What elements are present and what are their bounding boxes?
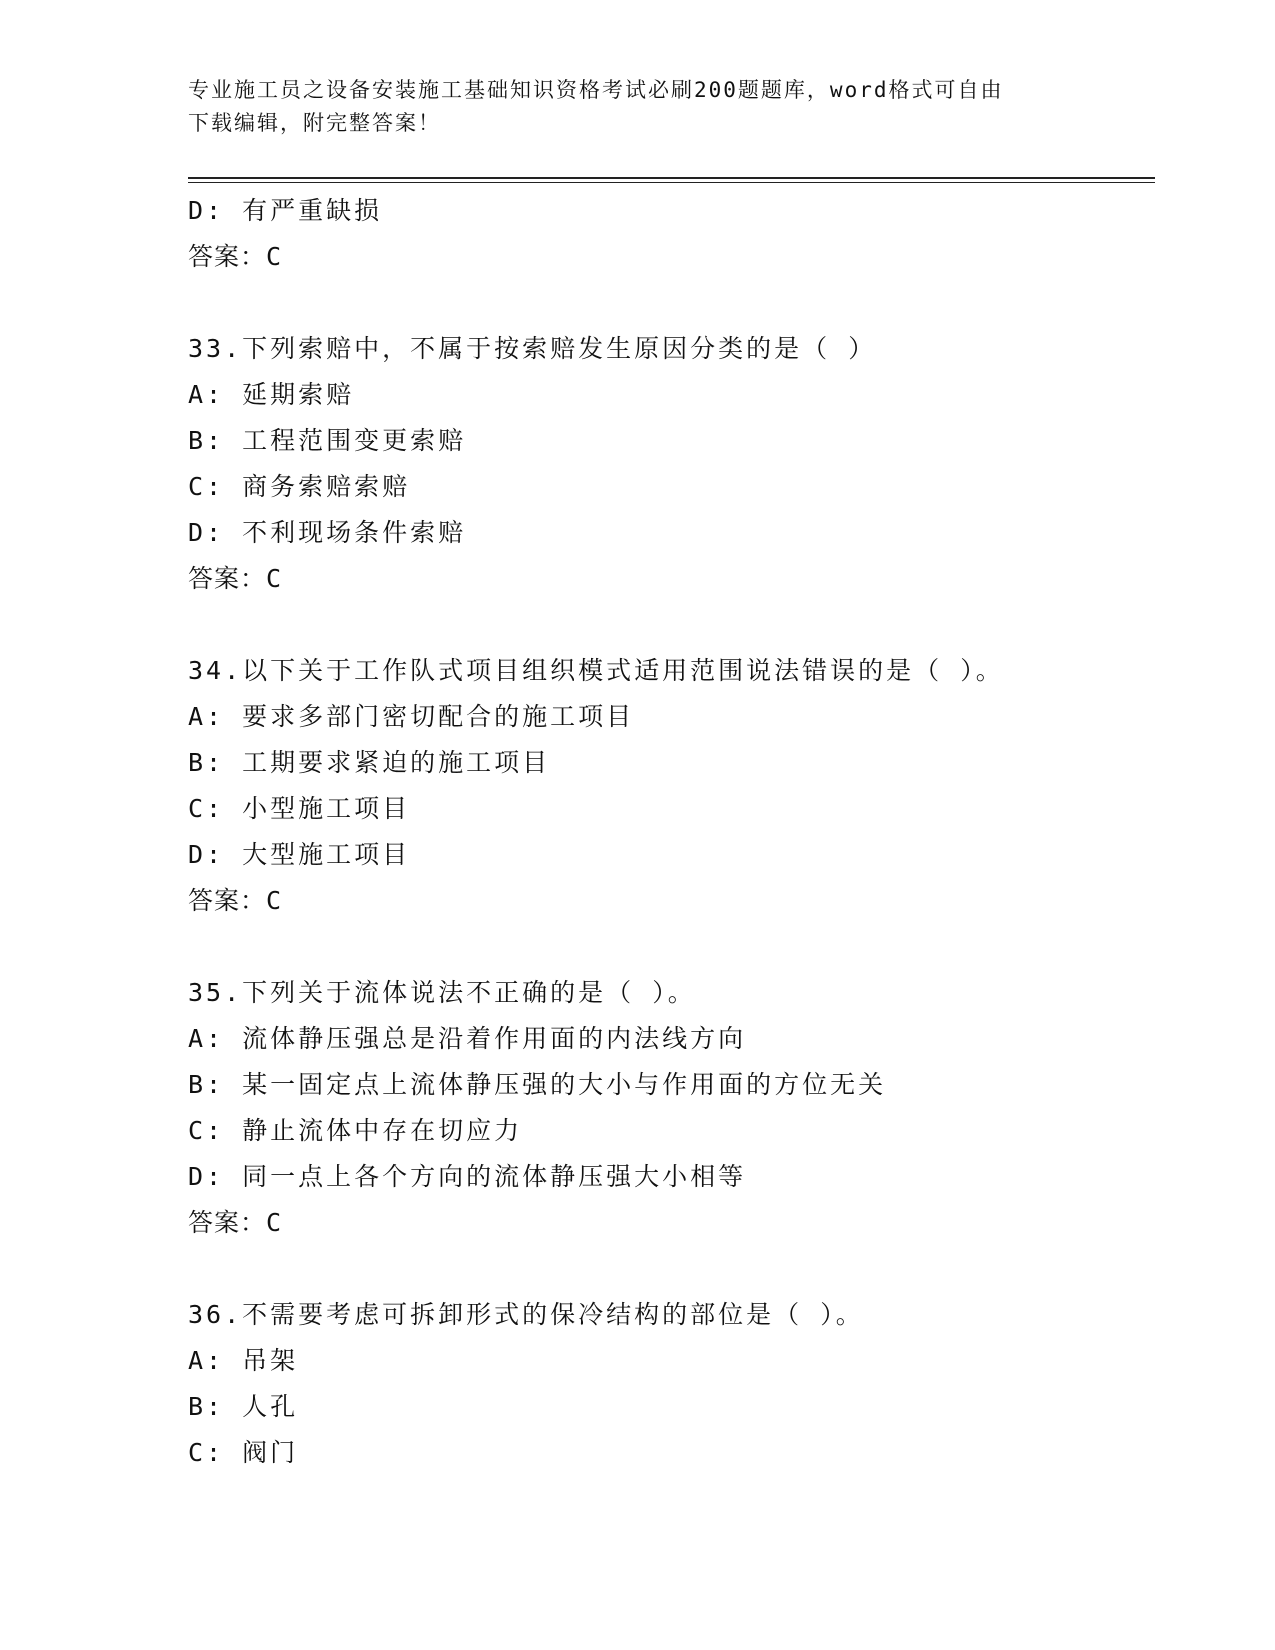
question-block: [188, 648, 1148, 924]
question-text: 36.不需要考虑可拆卸形式的保冷结构的部位是（ ）。: [188, 1300, 864, 1329]
option-b: B: 某一固定点上流体静压强的大小与作用面的方位无关: [188, 1070, 887, 1099]
option-a: A: 要求多部门密切配合的施工项目: [188, 702, 635, 731]
question-block: [188, 1292, 1148, 1476]
option-d: D: 同一点上各个方向的流体静压强大小相等: [188, 1162, 747, 1191]
answer-line: 答案：C: [188, 886, 283, 915]
question-text: 34.以下关于工作队式项目组织模式适用范围说法错误的是（ ）。: [188, 656, 1004, 685]
option-c: C: 商务索赔索赔: [188, 472, 411, 501]
option-c: C: 小型施工项目: [188, 794, 411, 823]
question-block: [188, 326, 1148, 602]
option-b: B: 人孔: [188, 1392, 299, 1421]
option-d: D: 有严重缺损: [188, 196, 383, 225]
block-spacer: [188, 1246, 1148, 1292]
header-divider-bottom: [188, 182, 1155, 183]
option-d: D: 大型施工项目: [188, 840, 411, 869]
document-header: [188, 74, 1088, 140]
option-a: A: 延期索赔: [188, 380, 355, 409]
question-text: 33.下列索赔中，不属于按索赔发生原因分类的是（ ）: [188, 334, 877, 363]
option-a: A: 流体静压强总是沿着作用面的内法线方向: [188, 1024, 747, 1053]
question-text: 35.下列关于流体说法不正确的是（ ）。: [188, 978, 696, 1007]
option-b: B: 工期要求紧迫的施工项目: [188, 748, 551, 777]
block-spacer: [188, 602, 1148, 648]
header-divider-top: [188, 177, 1155, 179]
header-line-2: 下载编辑，附完整答案！: [188, 111, 441, 135]
option-c: C: 阀门: [188, 1438, 299, 1467]
option-a: A: 吊架: [188, 1346, 299, 1375]
answer-line: 答案：C: [188, 242, 283, 271]
question-list: [188, 188, 1148, 1476]
block-spacer: [188, 924, 1148, 970]
option-d: D: 不利现场条件索赔: [188, 518, 467, 547]
header-line-1: 专业施工员之设备安装施工基础知识资格考试必刷200题题库，word格式可自由: [188, 78, 1004, 102]
question-block: [188, 188, 1148, 280]
option-b: B: 工程范围变更索赔: [188, 426, 467, 455]
answer-line: 答案：C: [188, 1208, 283, 1237]
block-spacer: [188, 280, 1148, 326]
question-block: [188, 970, 1148, 1246]
answer-line: 答案：C: [188, 564, 283, 593]
option-c: C: 静止流体中存在切应力: [188, 1116, 523, 1145]
